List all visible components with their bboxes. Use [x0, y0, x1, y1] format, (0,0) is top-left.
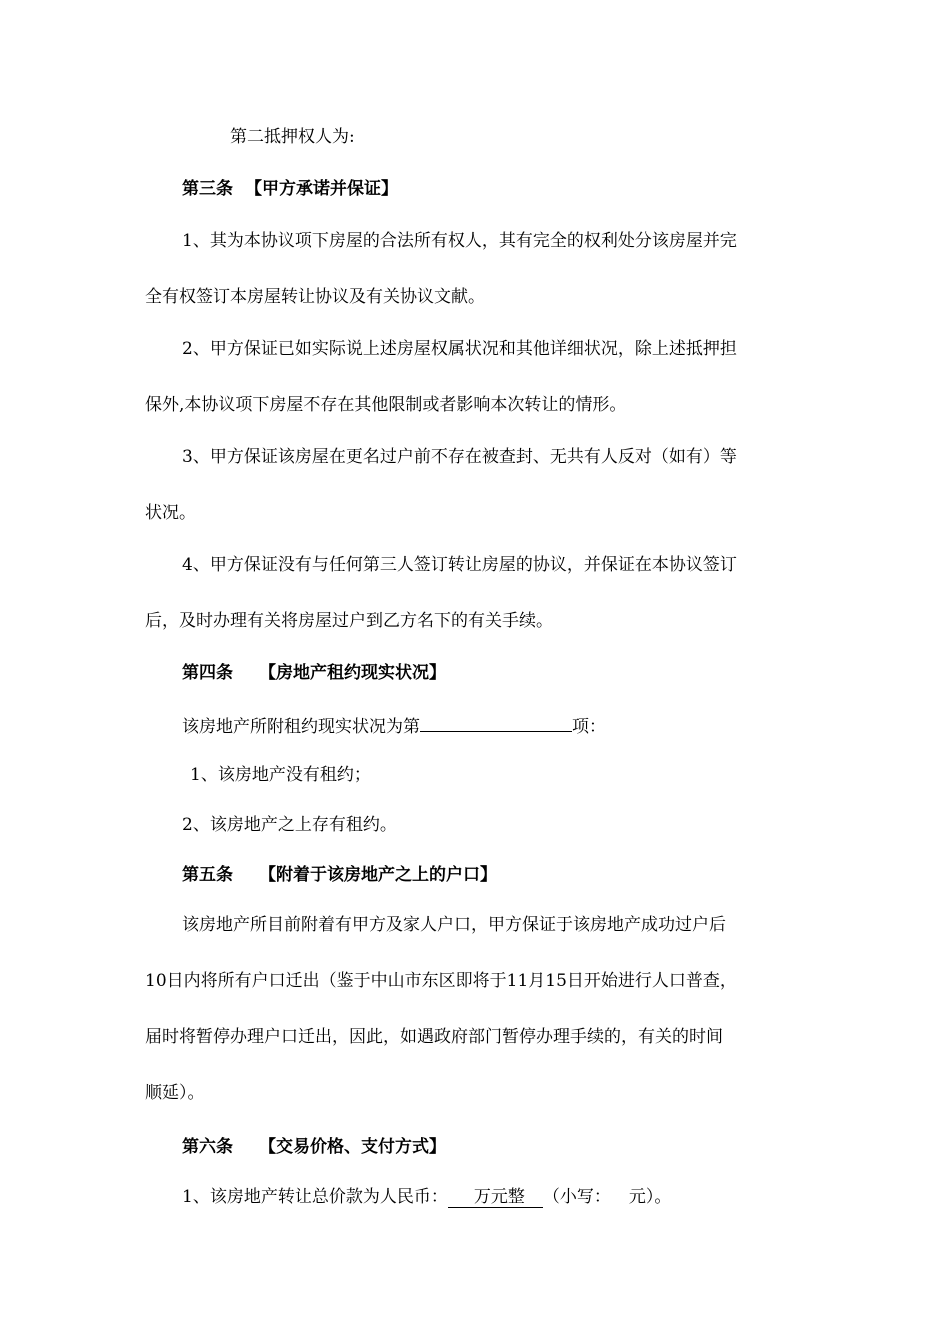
article-number: 第六条 [182, 1137, 233, 1157]
article-6-heading [182, 1135, 852, 1159]
article-number: 第五条 [182, 865, 233, 885]
article-title: 【甲方承诺并保证】 [245, 179, 398, 199]
article-5-heading [182, 863, 852, 887]
price-amount-underlined: 万元整 [448, 1187, 543, 1208]
paragraph-line: 届时将暂停办理户口迁出，因此，如遇政府部门暂停办理手续的，有关的时间 [145, 1027, 723, 1047]
paragraph-line: 3、甲方保证该房屋在更名过户前不存在被查封、无共有人反对（如有）等 [182, 447, 737, 467]
second-mortgagee-line: 第二抵押权人为: [230, 127, 355, 147]
fill-in-blank [420, 713, 572, 732]
paragraph-line: 顺延）。 [145, 1083, 205, 1103]
paragraph-line: 2、甲方保证已如实际说上述房屋权属状况和其他详细状况，除上述抵押担 [182, 339, 737, 359]
paragraph-line: 1、该房地产没有租约； [190, 765, 371, 785]
paragraph-line: 4、甲方保证没有与任何第三人签订转让房屋的协议，并保证在本协议签订 [182, 555, 737, 575]
paragraph-line: 后，及时办理有关将房屋过户到乙方名下的有关手续。 [145, 611, 553, 631]
paragraph-line: 2、该房地产之上存有租约。 [182, 815, 397, 835]
paragraph-line: 该房地产所目前附着有甲方及家人户口，甲方保证于该房地产成功过户后 [182, 915, 726, 935]
article-title: 【附着于该房地产之上的户口】 [259, 865, 497, 885]
article-number: 第三条 [182, 179, 233, 199]
article-title: 【交易价格、支付方式】 [259, 1137, 446, 1157]
paragraph-line: 保外,本协议项下房屋不存在其他限制或者影响本次转让的情形。 [145, 395, 627, 415]
paragraph-line: 10日内将所有户口迁出（鉴于中山市东区即将于11月15日开始进行人口普查， [145, 971, 737, 991]
paragraph-line: 状况。 [145, 503, 196, 523]
paragraph-line: 该房地产所附租约现实状况为第 项： [182, 713, 852, 739]
paragraph-line: 1、该房地产转让总价款为人民币： 万元整 （小写： 元）。 [182, 1187, 672, 1207]
article-number: 第四条 [182, 663, 233, 683]
paragraph-line: 全有权签订本房屋转让协议及有关协议文献。 [145, 287, 485, 307]
paragraph-line: 1、其为本协议项下房屋的合法所有权人，其有完全的权利处分该房屋并完 [182, 231, 737, 251]
article-title: 【房地产租约现实状况】 [259, 663, 446, 683]
article-4-heading [182, 661, 852, 685]
article-3-heading [182, 177, 852, 201]
